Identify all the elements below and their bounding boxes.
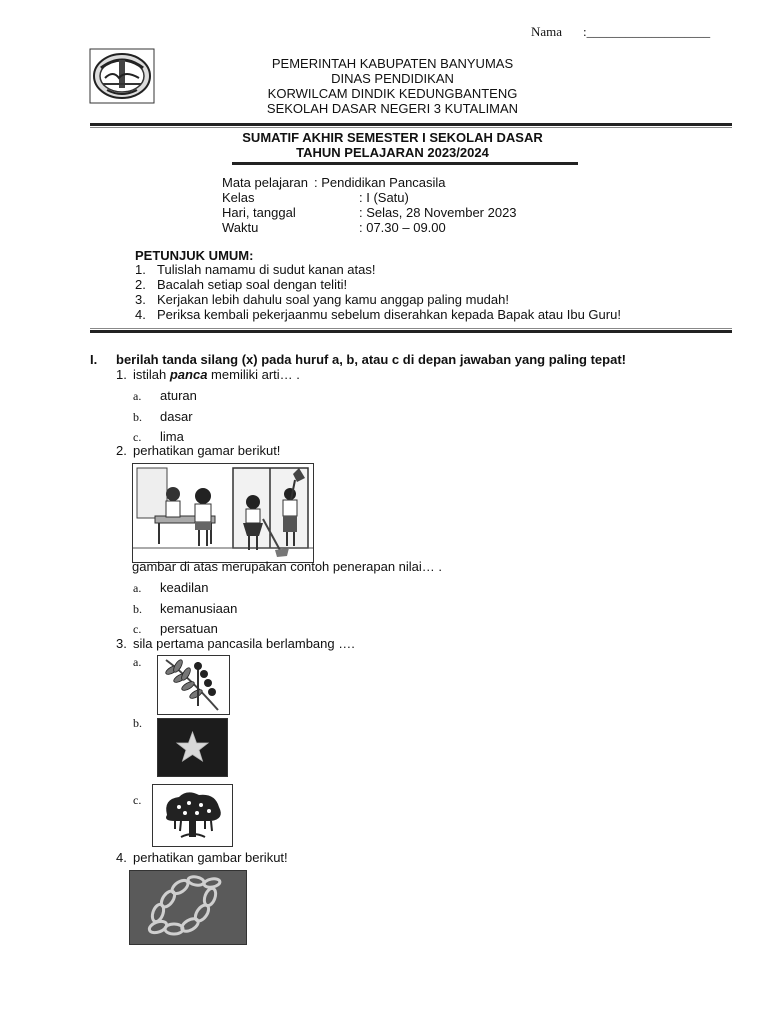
info-value: : I (Satu) [359, 190, 409, 205]
classroom-cleaning-illustration [132, 463, 314, 563]
question-2: 2. perhatikan gamar berikut! [116, 443, 281, 458]
section-divider-thin [90, 328, 732, 329]
section-instruction: berilah tanda silang (x) pada huruf a, b, atau c di depan jawaban yang paling tepat! [116, 352, 626, 367]
option[interactable]: a. keadilan [133, 580, 209, 595]
question-number: 1. [116, 367, 127, 382]
header-divider-thick [90, 123, 732, 126]
q1-options [133, 386, 197, 448]
option[interactable]: c. lima [133, 429, 184, 444]
list-item: 1. Tulislah namamu di sudut kanan atas! [135, 262, 376, 277]
banyan-tree-icon[interactable] [152, 784, 233, 847]
header-government: PEMERINTAH KABUPATEN BANYUMAS [271, 56, 514, 71]
header-korwilcam: KORWILCAM DINDIK KEDUNGBANTENG [267, 86, 518, 101]
question-4: 4. perhatikan gambar berikut! [116, 850, 288, 865]
letterhead [200, 56, 585, 116]
info-value: : 07.30 – 09.00 [359, 220, 446, 235]
question-number: 3. [116, 636, 127, 651]
exam-year: TAHUN PELAJARAN 2023/2024 [296, 145, 489, 160]
exam-title: SUMATIF AKHIR SEMESTER I SEKOLAH DASAR [242, 130, 543, 145]
title-underline [232, 162, 578, 165]
school-logo [89, 48, 155, 104]
q2-caption: gambar di atas merupakan contoh penerapan nilai… . [132, 559, 443, 574]
option[interactable]: b. kemanusiaan [133, 600, 238, 616]
rice-cotton-icon[interactable] [157, 655, 230, 715]
info-value: : Selas, 28 November 2023 [359, 205, 517, 220]
list-item: 3. Kerjakan lebih dahulu soal yang kamu anggap paling mudah! [135, 292, 509, 307]
option[interactable]: a. aturan [133, 388, 197, 403]
section-numeral: I. [90, 352, 98, 367]
info-row [222, 175, 552, 190]
option[interactable]: b. dasar [133, 408, 193, 424]
question-number: 2. [116, 443, 127, 458]
list-item: 4. Periksa kembali pekerjaanmu sebelum diserahkan kepada Bapak atau Ibu Guru! [135, 307, 621, 322]
info-value: : Pendidikan Pancasila [314, 175, 446, 190]
star-icon[interactable] [157, 718, 228, 777]
section-divider-thick [90, 330, 732, 333]
info-row [222, 205, 552, 220]
name-label: Nama [531, 24, 563, 39]
list-item: 2. Bacalah setiap soal dengan teliti! [135, 277, 348, 292]
info-label: Hari, tanggal [222, 205, 296, 220]
option[interactable]: c. persatuan [133, 621, 218, 636]
header-divider-thin [90, 127, 732, 128]
header-department: DINAS PENDIDIKAN [331, 71, 454, 86]
chain-icon [129, 870, 247, 945]
info-row [222, 190, 552, 205]
info-label: Waktu [222, 220, 259, 235]
option-letter[interactable]: b. [133, 716, 142, 730]
q2-options [133, 578, 237, 640]
info-label: Kelas [222, 190, 255, 205]
question-1: 1. istilah panca memiliki arti… . [116, 367, 300, 382]
name-blank[interactable]: :___________________ [583, 24, 711, 39]
info-row [222, 220, 552, 235]
emphasis-word: panca [169, 367, 208, 382]
option-letter[interactable]: a. [133, 655, 142, 669]
instructions-list [135, 262, 621, 322]
question-3: 3. sila pertama pancasila berlambang …. [116, 636, 355, 651]
header-school: SEKOLAH DASAR NEGERI 3 KUTALIMAN [266, 101, 519, 116]
info-label: Mata pelajaran [222, 175, 308, 190]
exam-info [222, 175, 552, 235]
option-letter[interactable]: c. [133, 793, 142, 807]
instructions-title: PETUNJUK UMUM: [135, 248, 254, 263]
question-number: 4. [116, 850, 127, 865]
